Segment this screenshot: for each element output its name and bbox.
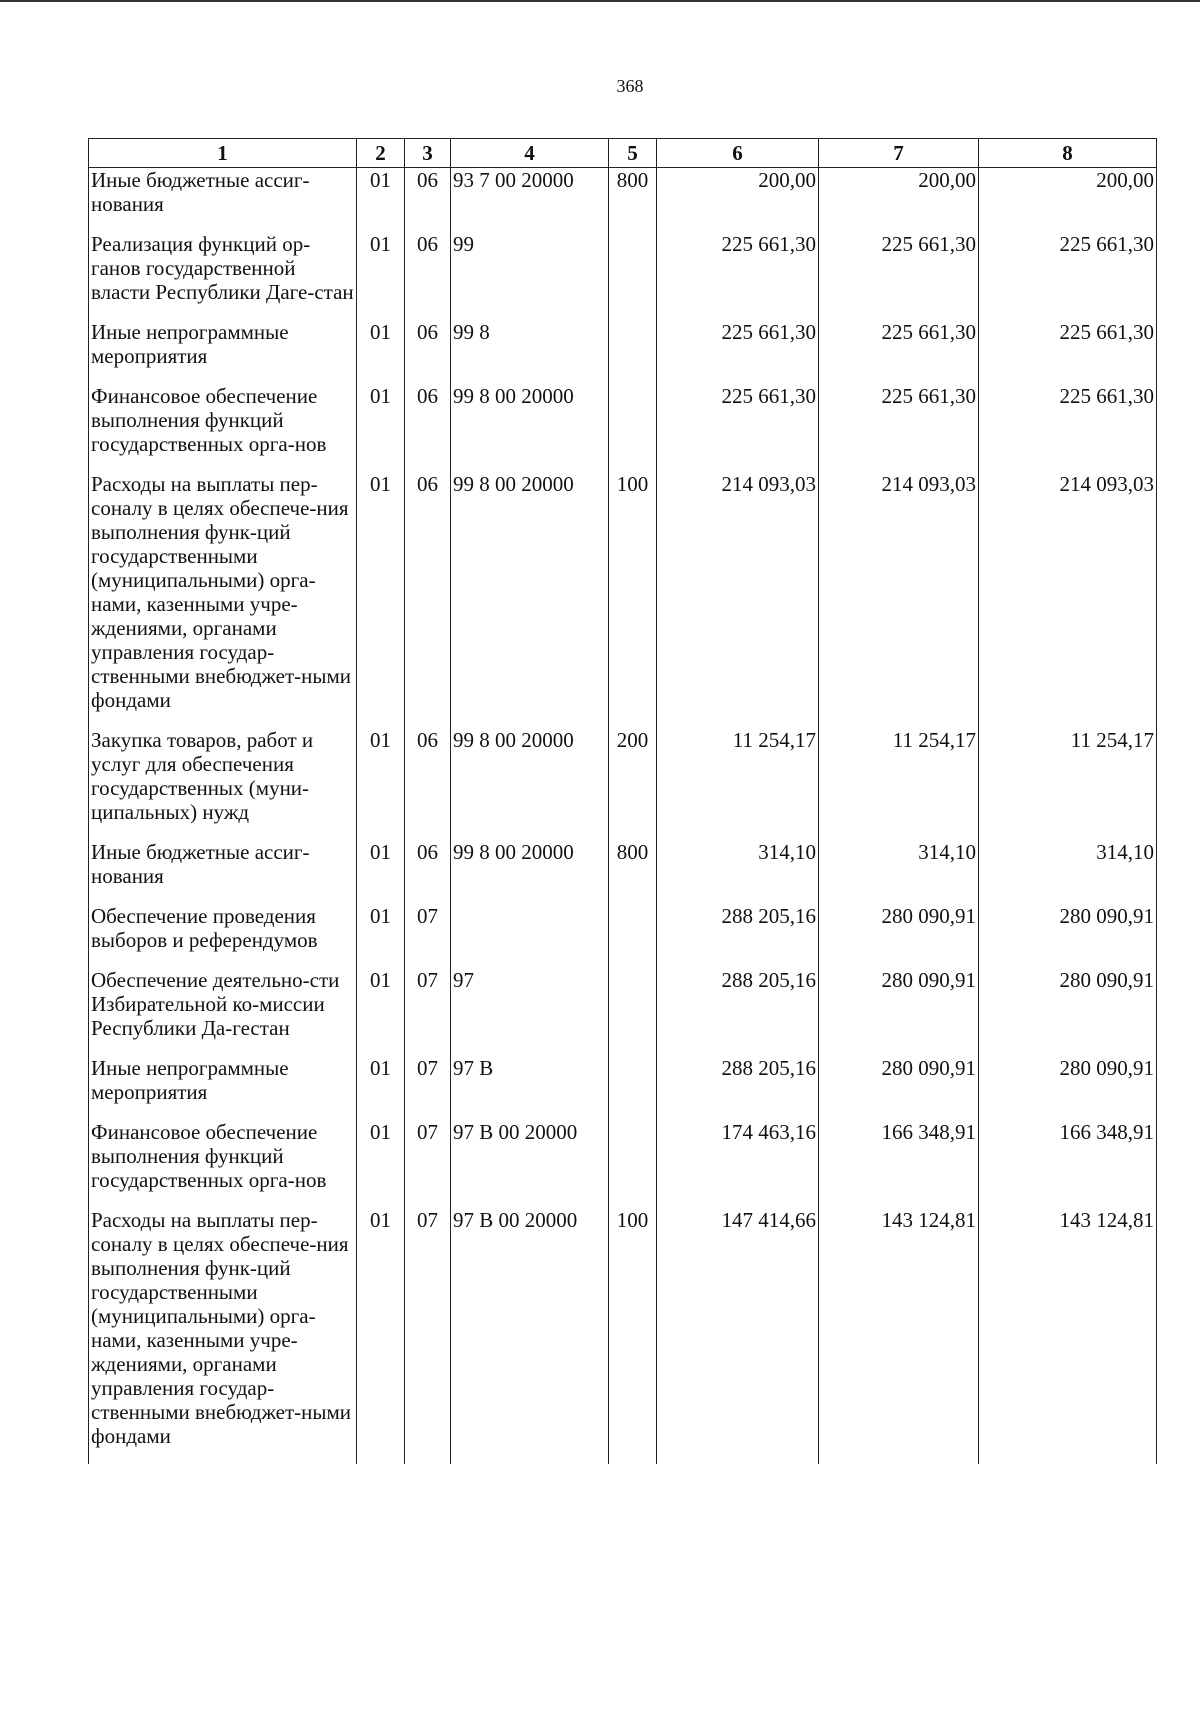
row-name: Иные бюджетные ассиг-нования — [89, 168, 357, 233]
table-row — [89, 1120, 1157, 1208]
target-item-code: 97 В 00 20000 — [451, 1120, 609, 1208]
amount-col-8: 11 254,17 — [979, 728, 1157, 840]
target-item-code — [451, 904, 609, 968]
subsection-code: 07 — [405, 968, 451, 1056]
table-row — [89, 384, 1157, 472]
header-cell: 1 — [89, 139, 357, 168]
header-cell: 2 — [357, 139, 405, 168]
expense-type-code — [609, 968, 657, 1056]
amount-col-7: 280 090,91 — [819, 904, 979, 968]
expense-type-code: 100 — [609, 472, 657, 728]
amount-col-6: 288 205,16 — [657, 904, 819, 968]
target-item-code: 97 — [451, 968, 609, 1056]
amount-col-6: 200,00 — [657, 168, 819, 233]
amount-col-7: 280 090,91 — [819, 1056, 979, 1120]
budget-table — [88, 138, 1157, 1464]
amount-col-7: 200,00 — [819, 168, 979, 233]
amount-col-7: 225 661,30 — [819, 384, 979, 472]
section-code: 01 — [357, 384, 405, 472]
row-name: Финансовое обеспечение выполнения функций государственных орга-нов — [89, 1120, 357, 1208]
expense-type-code — [609, 232, 657, 320]
amount-col-7: 225 661,30 — [819, 232, 979, 320]
expense-type-code — [609, 320, 657, 384]
subsection-code: 06 — [405, 728, 451, 840]
header-row — [89, 139, 1157, 168]
amount-col-6: 225 661,30 — [657, 320, 819, 384]
target-item-code: 99 8 00 20000 — [451, 384, 609, 472]
amount-col-8: 225 661,30 — [979, 232, 1157, 320]
table-row — [89, 168, 1157, 233]
subsection-code: 06 — [405, 232, 451, 320]
target-item-code: 93 7 00 20000 — [451, 168, 609, 233]
amount-col-6: 314,10 — [657, 840, 819, 904]
amount-col-8: 166 348,91 — [979, 1120, 1157, 1208]
amount-col-7: 280 090,91 — [819, 968, 979, 1056]
row-name: Закупка товаров, работ и услуг для обеспечения государственных (муни-ципальных) нужд — [89, 728, 357, 840]
expense-type-code — [609, 904, 657, 968]
amount-col-8: 280 090,91 — [979, 904, 1157, 968]
row-name: Реализация функций ор-ганов государственной власти Республики Даге-стан — [89, 232, 357, 320]
target-item-code: 97 В 00 20000 — [451, 1208, 609, 1464]
target-item-code: 99 8 — [451, 320, 609, 384]
table-row — [89, 320, 1157, 384]
table-row — [89, 728, 1157, 840]
section-code: 01 — [357, 1208, 405, 1464]
row-name: Обеспечение деятельно-сти Избирательной ко-миссии Республики Да-гестан — [89, 968, 357, 1056]
expense-type-code — [609, 1120, 657, 1208]
header-cell: 4 — [451, 139, 609, 168]
amount-col-7: 143 124,81 — [819, 1208, 979, 1464]
amount-col-7: 11 254,17 — [819, 728, 979, 840]
amount-col-6: 11 254,17 — [657, 728, 819, 840]
amount-col-7: 314,10 — [819, 840, 979, 904]
amount-col-8: 314,10 — [979, 840, 1157, 904]
section-code: 01 — [357, 168, 405, 233]
amount-col-6: 225 661,30 — [657, 232, 819, 320]
amount-col-8: 225 661,30 — [979, 384, 1157, 472]
expense-type-code: 200 — [609, 728, 657, 840]
subsection-code: 06 — [405, 320, 451, 384]
subsection-code: 07 — [405, 1208, 451, 1464]
amount-col-6: 225 661,30 — [657, 384, 819, 472]
section-code: 01 — [357, 472, 405, 728]
target-item-code: 99 8 00 20000 — [451, 472, 609, 728]
row-name: Иные бюджетные ассиг-нования — [89, 840, 357, 904]
section-code: 01 — [357, 320, 405, 384]
amount-col-7: 225 661,30 — [819, 320, 979, 384]
target-item-code: 97 В — [451, 1056, 609, 1120]
table-row — [89, 904, 1157, 968]
amount-col-8: 280 090,91 — [979, 1056, 1157, 1120]
section-code: 01 — [357, 968, 405, 1056]
subsection-code: 07 — [405, 904, 451, 968]
amount-col-6: 288 205,16 — [657, 968, 819, 1056]
expense-type-code: 800 — [609, 840, 657, 904]
section-code: 01 — [357, 728, 405, 840]
expense-type-code — [609, 1056, 657, 1120]
row-name: Расходы на выплаты пер-соналу в целях обеспече-ния выполнения функ-ций государственными (муниципальными) орга-нами, казенными учре-ждениями, органами управления государ-ственными внебюджет-ными фондами — [89, 472, 357, 728]
target-item-code: 99 8 00 20000 — [451, 840, 609, 904]
row-name: Обеспечение проведения выборов и референдумов — [89, 904, 357, 968]
section-code: 01 — [357, 840, 405, 904]
section-code: 01 — [357, 904, 405, 968]
header-cell: 5 — [609, 139, 657, 168]
amount-col-6: 214 093,03 — [657, 472, 819, 728]
table-row — [89, 968, 1157, 1056]
top-edge-rule — [0, 0, 1200, 2]
amount-col-6: 147 414,66 — [657, 1208, 819, 1464]
section-code: 01 — [357, 232, 405, 320]
header-cell: 6 — [657, 139, 819, 168]
target-item-code: 99 8 00 20000 — [451, 728, 609, 840]
expense-type-code: 100 — [609, 1208, 657, 1464]
row-name: Расходы на выплаты пер-соналу в целях обеспече-ния выполнения функ-ций государственными (муниципальными) орга-нами, казенными учре-ждениями, органами управления государ-ственными внебюджет-ными фондами — [89, 1208, 357, 1464]
subsection-code: 07 — [405, 1120, 451, 1208]
amount-col-6: 174 463,16 — [657, 1120, 819, 1208]
amount-col-7: 166 348,91 — [819, 1120, 979, 1208]
header-cell: 7 — [819, 139, 979, 168]
expense-type-code: 800 — [609, 168, 657, 233]
subsection-code: 07 — [405, 1056, 451, 1120]
amount-col-8: 143 124,81 — [979, 1208, 1157, 1464]
table-row — [89, 232, 1157, 320]
subsection-code: 06 — [405, 840, 451, 904]
row-name: Иные непрограммные мероприятия — [89, 1056, 357, 1120]
table-row — [89, 1056, 1157, 1120]
page-number: 368 — [616, 76, 644, 96]
header-cell: 3 — [405, 139, 451, 168]
target-item-code: 99 — [451, 232, 609, 320]
amount-col-7: 214 093,03 — [819, 472, 979, 728]
expense-type-code — [609, 384, 657, 472]
amount-col-8: 225 661,30 — [979, 320, 1157, 384]
table-row — [89, 1208, 1157, 1464]
table-row — [89, 472, 1157, 728]
amount-col-8: 200,00 — [979, 168, 1157, 233]
table-row — [89, 840, 1157, 904]
header-cell: 8 — [979, 139, 1157, 168]
amount-col-8: 214 093,03 — [979, 472, 1157, 728]
row-name: Финансовое обеспечение выполнения функций государственных орга-нов — [89, 384, 357, 472]
section-code: 01 — [357, 1056, 405, 1120]
subsection-code: 06 — [405, 384, 451, 472]
amount-col-6: 288 205,16 — [657, 1056, 819, 1120]
subsection-code: 06 — [405, 472, 451, 728]
subsection-code: 06 — [405, 168, 451, 233]
amount-col-8: 280 090,91 — [979, 968, 1157, 1056]
row-name: Иные непрограммные мероприятия — [89, 320, 357, 384]
section-code: 01 — [357, 1120, 405, 1208]
